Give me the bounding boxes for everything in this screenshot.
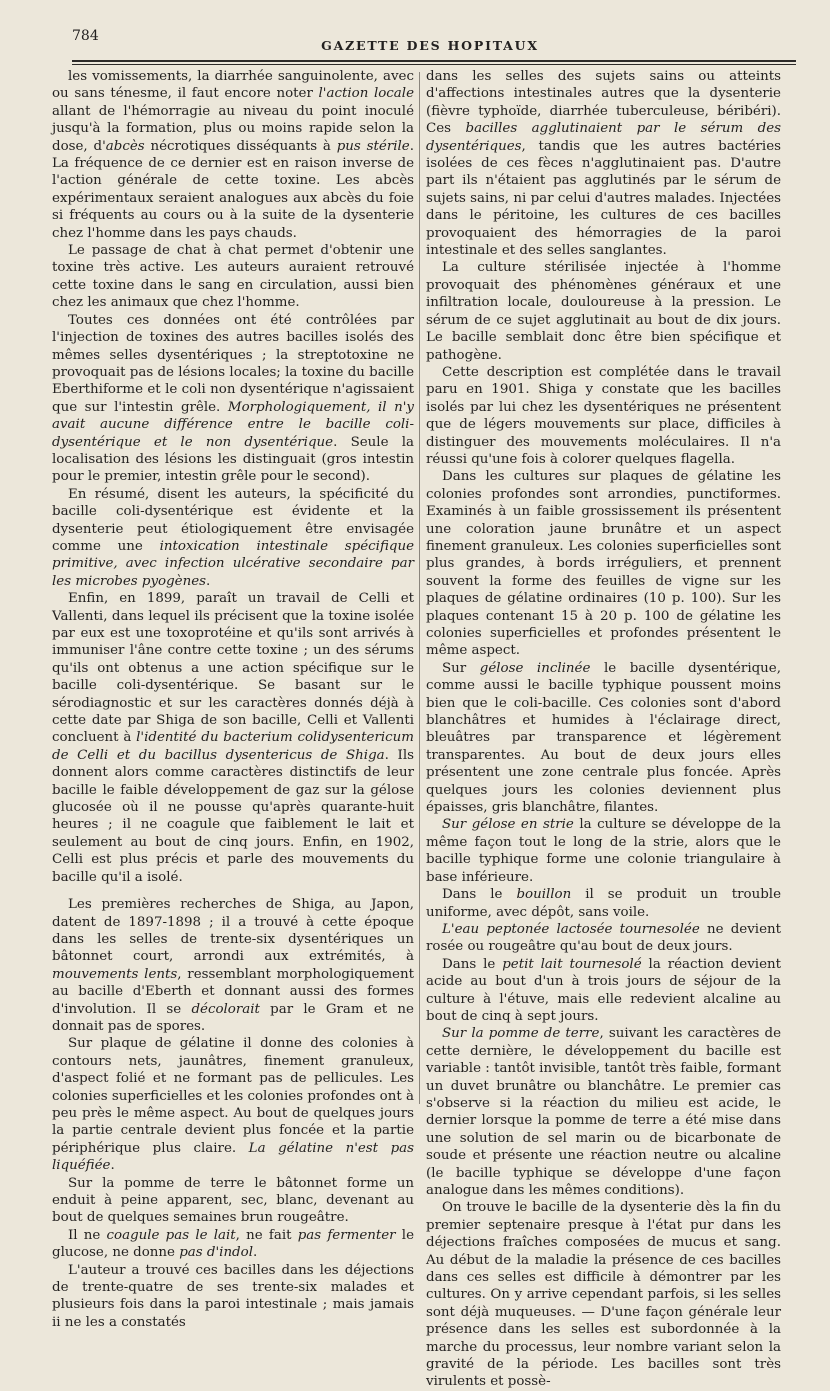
text-run: ne devient rosée ou rougeâtre qu'au bout de deux jours. <box>426 921 781 955</box>
text-run: les vomissements, la diarrhée sanguinolente, avec ou sans ténesme, il faut encore noter <box>52 69 414 102</box>
page-number: 784 <box>72 28 99 44</box>
paragraph <box>52 68 414 242</box>
text-run: Sur plaque de gélatine il donne des colonies à contours nets, jaunâtres, finement granuleux, d'aspect folié et ne formant pas de pellicules. Les colonies superficielles et les colonies profondes ont à peu près le même aspect. Au bout de quelques jours la partie centrale devient plus foncée et la partie périphérique plus claire. <box>52 1036 414 1156</box>
text-run: Dans le <box>442 956 503 972</box>
paragraph <box>426 921 781 956</box>
italic-text: bouillon <box>516 887 572 903</box>
text-run: la réaction devient acide au bout d'un à trois jours de séjour de la culture à l'étuve, mais elle redevient alcaline au bout de cinq à sept jours. <box>426 956 782 1024</box>
text-run: le bacille dysentérique, comme aussi le bacille typhique poussent moins bien que le coli-bacille. Ces colonies sont d'abord blanchâtres et humides à l'éclairage direct, bleuâtres par transparence et légèrement transparentes. Au bout de deux jours elles présentent une zone centrale plus foncée. Après quelques jours les colonies deviennent plus épaisses, gris blanchâtre, filantes. <box>426 660 781 816</box>
paragraph <box>52 1262 414 1332</box>
paragraph <box>52 486 414 590</box>
column-divider <box>419 72 420 1104</box>
text-run: Il ne <box>68 1227 107 1243</box>
text-run: Sur la pomme de terre le bâtonnet forme un enduit à peine apparent, sec, blanc, devenant au bout de quelques semaines brun rougeâtre. <box>52 1175 414 1226</box>
paragraph <box>426 259 781 363</box>
running-title: GAZETTE DES HOPITAUX <box>321 38 539 53</box>
text-run: . La fréquence de ce dernier est en raison inverse de l'action générale de cette toxine. Les abcès expérimentaux seraient analogues aux abcès du foie si fréquents au cours ou à la suite de la dysenterie chez l'homme dans les pays chauds. <box>52 138 414 241</box>
paragraph <box>426 956 781 1026</box>
paragraph <box>426 1025 781 1199</box>
text-run: Les premières recherches de Shiga, au Japon, datent de 1897-1898 ; il a trouvé à cette époque dans les selles de trente-six dysentériques un bâtonnet court, arrondi aux extrémités, à <box>52 897 414 965</box>
text-run: nécrotiques disséquants à <box>144 138 337 154</box>
italic-text: Sur la pomme de terre <box>442 1026 600 1042</box>
italic-text: décolorait <box>191 1001 260 1017</box>
text-run: L'auteur a trouvé ces bacilles dans les déjections de trente-quatre de ses trente-six malades et plusieurs fois dans la paroi intestinale ; mais jamais ii ne les a constatés <box>52 1262 414 1330</box>
text-run: Dans les cultures sur plaques de gélatine les colonies profondes sont arrondies, punctiformes. Examinés à un faible grossissement ils présentent une coloration jaune brunâtre et un aspect finement granuleux. Les colonies superficielles sont plus grandes, à bords irréguliers, et prennent souvent la forme des feuilles de vigne sur les plaques de gélatine ordinaires (10 p. 100). Sur les plaques contenant 15 à 20 p. 100 de gélatine les colonies superficielles et profondes présentent le même aspect. <box>426 469 781 659</box>
text-run: . <box>206 573 211 589</box>
text-run: allant de l'hémorragie au niveau du point inoculé jusqu'à la formation, plus ou moins rapide selon la dose, d' <box>52 103 414 154</box>
italic-text: pas fermenter <box>297 1227 396 1243</box>
italic-text: Morphologiquement, il n'y avait aucune différence entre le bacille coli-dysentérique et le non dysentérique <box>52 399 414 450</box>
text-run: On trouve le bacille de la dysenterie dès la fin du premier septenaire presque à l'état pur dans les déjections fraîches composées de mucus et sang. Au début de la maladie la présence de ces bacilles dans ces selles est difficile à démontrer par les cultures. On y arrive cependant parfois, si les selles sont déjà muqueuses. — D'une façon générale leur présence dans les selles est subordonnée à la marche du processus, leur nombre variant selon la gravité de la période. Les bacilles sont très virulents et possè- <box>426 1200 781 1390</box>
text-run: . <box>110 1158 115 1174</box>
italic-text: petit lait tournesolé <box>502 956 642 972</box>
italic-text: Sur gélose en strie <box>442 817 574 833</box>
paragraph <box>426 68 781 259</box>
text-run: Le passage de chat à chat permet d'obtenir une toxine très active. Les auteurs auraient retrouvé cette toxine dans le sang en circulation, aussi bien chez les animaux que chez l'homme. <box>52 243 414 311</box>
text-run: Sur <box>442 660 480 676</box>
text-run: Cette description est complétée dans le travail paru en 1901. Shiga y constate que les bacilles isolés par lui chez les dysentériques ne présentent que de légers mouvements sur place, difficiles à distinguer des mouvements moléculaires. Il n'a réussi qu'une fois à colorer quelques flagella. <box>426 364 781 467</box>
text-run: La culture stérilisée injectée à l'homme provoquait des phénomènes généraux et une infiltration locale, douloureuse à la pression. Le sérum de ce sujet agglutinait au bout de dix jours. Le bacille semblait donc être bien spécifique et pathogène. <box>426 260 781 363</box>
italic-text: abcès <box>105 138 145 154</box>
left-column <box>52 68 415 1330</box>
text-run: . Seule la localisation des lésions les distinguait (gros intestin pour le premier, intestin grêle pour le second). <box>52 434 415 485</box>
italic-text: pus stérile <box>336 138 410 154</box>
italic-text: mouvements lents <box>52 966 178 982</box>
paragraph <box>426 816 781 886</box>
paragraph <box>52 1227 414 1262</box>
header-rule-thick <box>72 60 796 62</box>
paragraph <box>52 1175 414 1227</box>
paragraph <box>52 312 414 486</box>
italic-text: l'action locale <box>318 86 414 102</box>
text-run: il se produit un trouble uniforme, avec dépôt, sans voile. <box>426 887 781 920</box>
italic-text: intoxication intestinale spécifique primitive, avec infection ulcérative secondaire par les microbes pyogènes <box>52 538 414 589</box>
italic-text: pas d'indol <box>179 1245 253 1261</box>
paragraph <box>426 364 781 468</box>
italic-text: l'identité du bacterium colidysentericum de Celli et du bacillus dysentericus de Shiga <box>52 730 414 763</box>
text-run: , suivant les caractères de cette dernière, le développement du bacille est variable : tantôt invisible, tantôt très faible, formant un duvet brunâtre ou blanchâtre. Le premier cas s'observe si la réaction du milieu est acide, le dernier lorsque la pomme de terre a été mise dans une solution de sel marin ou de bicarbonate de soude et présente une réaction neutre ou alcaline (le bacille typhique se développe d'une façon analogue dans les mêmes conditions). <box>426 1026 781 1198</box>
text-run: Dans le <box>442 887 517 903</box>
paragraph <box>426 660 781 817</box>
italic-text: coagule pas le lait <box>106 1227 236 1243</box>
italic-text: L'eau peptonée lactosée tournesolée <box>442 921 700 937</box>
text-run: Enfin, en 1899, paraît un travail de Celli et Vallenti, dans lequel ils précisent que la toxine isolée par eux est une toxoprotéine et qu'ils sont arrivés à immuniser l'âne contre cette toxine ; un des sérums qu'ils ont obtenus a une action spécifique sur le bacille coli-dysentérique. Se basant sur le sérodiagnostic et sur les caractères donnés déjà à cette date par Shiga de son bacille, Celli et Vallenti concluent à <box>52 591 414 746</box>
italic-text: bacilles agglutinaient par le sérum des dysentériques <box>426 121 781 154</box>
paragraph <box>52 242 414 312</box>
text-run: , ne fait <box>235 1227 298 1243</box>
text-run: , ressemblant morphologiquement au bacille d'Eberth et donnant aussi des formes d'involution. Il se <box>52 966 414 1017</box>
header-rule-thin <box>72 64 796 65</box>
paragraph <box>52 896 414 1035</box>
text-run: dans les selles des sujets sains ou atteints d'affections intestinales autres que la dysenterie (fièvre typhoïde, diarrhée tuberculeuse, béribéri). Ces <box>426 69 781 137</box>
italic-text: gélose inclinée <box>479 660 591 676</box>
right-column <box>426 68 782 1390</box>
text-run: par le Gram et ne donnait pas de spores. <box>52 1001 414 1034</box>
text-run: En résumé, disent les auteurs, la spécificité du bacille coli-dysentérique est évidente et la dysenterie peut étiologiquement être envisagée comme une <box>52 486 414 554</box>
paragraph <box>426 468 781 659</box>
paragraph <box>426 1199 781 1390</box>
text-run: . <box>252 1245 258 1261</box>
text-run: Toutes ces données ont été contrôlées par l'injection de toxines des autres bacilles isolés des mêmes selles dysentériques ; la streptotoxine ne provoquait pas de lésions locales; la toxine du bacille Eberthiforme et le coli non dysentérique n'agissaient que sur l'intestin grêle. <box>52 312 414 415</box>
text-run: la culture se développe de la même façon tout le long de la strie, alors que le bacille typhique forme une colonie triangulaire à base inférieure. <box>426 817 781 885</box>
text-run: . Ils donnent alors comme caractères distinctifs de leur bacille le faible développement de gaz sur la gélose glucosée où il ne pousse qu'après quarante-huit heures ; il ne coagule que faiblement le lait et seulement au bout de cinq jours. Enfin, en 1902, Celli est plus précis et parle des mouvements du bacille qu'il a isolé. <box>52 747 414 885</box>
text-run: le glucose, ne donne <box>52 1227 414 1261</box>
text-run: , tandis que les autres bactéries isolées de ces fèces n'agglutinaient pas. D'autre part ils n'étaient pas agglutinés par le sérum de sujets sains, ni par celui d'autres malades. Injectées dans le péritoine, les cultures de ces bacilles provoquaient des hémorragies de la paroi intestinale et des selles sanglantes. <box>426 138 781 259</box>
italic-text: La gélatine n'est pas liquéfiée <box>52 1140 415 1174</box>
paragraph <box>52 1035 414 1174</box>
paragraph <box>52 590 414 886</box>
paragraph <box>426 886 781 921</box>
